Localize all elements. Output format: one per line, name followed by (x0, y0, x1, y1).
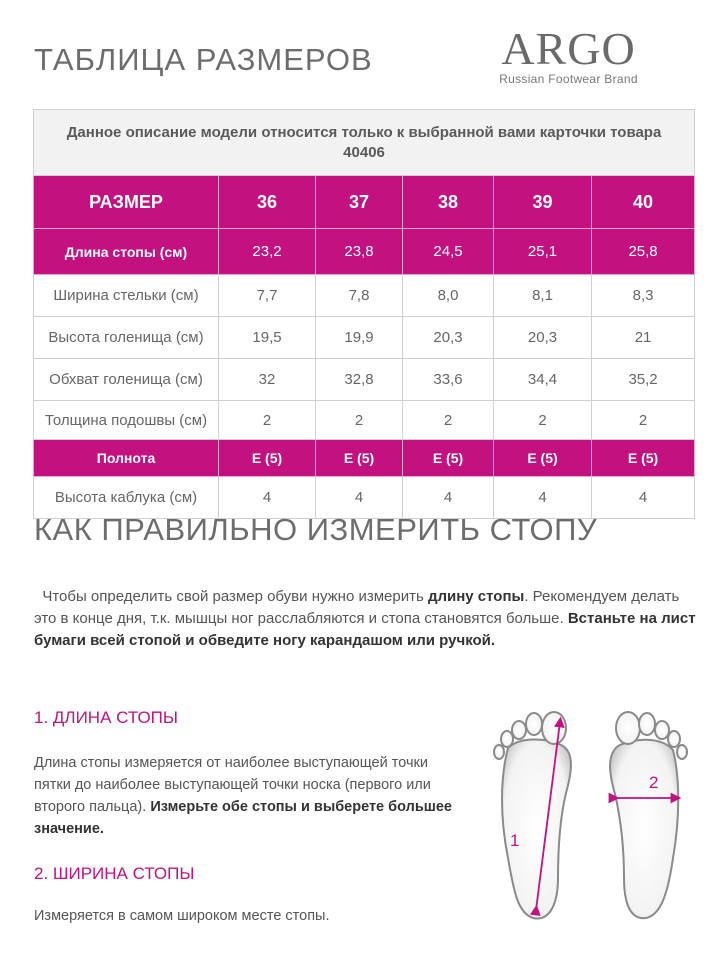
table-cell: 25,1 (494, 229, 592, 275)
step1-title: 1. ДЛИНА СТОПЫ (34, 708, 178, 727)
step1-text: Длина стопы измеряется от наиболее выступающей точки пятки до наиболее выступающей точки носка (первого или второго пальца). (34, 755, 431, 815)
table-cell: 4 (403, 477, 494, 519)
table-cell: 2 (316, 401, 403, 440)
table-row-fullness (34, 440, 695, 477)
table-cell: 7,7 (219, 275, 316, 317)
table-cell: 4 (316, 477, 403, 519)
table-cell: 21 (592, 317, 695, 359)
size-table (33, 109, 695, 519)
table-row-sole-thickness (34, 401, 695, 440)
table-cell: 20,3 (403, 317, 494, 359)
intro-paragraph (34, 586, 704, 652)
table-cell: 19,9 (316, 317, 403, 359)
left-foot-icon (494, 712, 571, 919)
table-cell: 25,8 (592, 229, 695, 275)
size-36: 36 (219, 176, 316, 229)
brand-name: ARGO (501, 23, 636, 74)
row-label: Обхват голенища (см) (34, 359, 219, 401)
step1-emphasis: Измерьте обе стопы и выберете большее значение. (34, 799, 452, 837)
table-cell: 4 (592, 477, 695, 519)
table-cell: 33,6 (403, 359, 494, 401)
length-marker: 1 (510, 831, 520, 850)
intro-emphasis: длину стопы (427, 588, 525, 605)
intro-text: . Рекомендуем делать это в конце дня, т.к. мышцы ног расслабляются и стопа становятся больше. (34, 588, 680, 627)
table-cell: 2 (494, 401, 592, 440)
table-cell: 8,0 (403, 275, 494, 317)
brand-logo (486, 23, 651, 86)
table-cell: 8,3 (592, 275, 695, 317)
row-label: Длина стопы (см) (34, 229, 219, 275)
table-cell: 19,5 (219, 317, 316, 359)
table-row-shaft-girth (34, 359, 695, 401)
table-cell: 34,4 (494, 359, 592, 401)
table-cell: 35,2 (592, 359, 695, 401)
table-cell: 7,8 (316, 275, 403, 317)
table-cell: 2 (592, 401, 695, 440)
table-cell: 20,3 (494, 317, 592, 359)
model-notice: Данное описание модели относится только к выбранной вами карточки товара 40406 (34, 110, 695, 176)
table-cell: E (5) (494, 440, 592, 477)
right-foot-icon (610, 712, 687, 918)
row-label: Полнота (34, 440, 219, 477)
size-37: 37 (316, 176, 403, 229)
width-marker: 2 (649, 773, 659, 792)
row-label: Ширина стельки (см) (34, 275, 219, 317)
table-row-insole-width (34, 275, 695, 317)
table-cell: 23,2 (219, 229, 316, 275)
row-label: Толщина подошвы (см) (34, 401, 219, 440)
feet-illustration (478, 708, 698, 938)
table-cell: E (5) (316, 440, 403, 477)
size-header-row (34, 176, 695, 229)
intro-instruction: Встаньте на лист бумаги всей стопой и обведите ногу карандашом или ручкой. (34, 610, 696, 649)
step2-title: 2. ШИРИНА СТОПЫ (34, 864, 195, 883)
table-row-foot-length (34, 229, 695, 275)
table-cell: 2 (403, 401, 494, 440)
intro-text: Чтобы определить свой размер обуви нужно измерить (34, 588, 428, 605)
size-39: 39 (494, 176, 592, 229)
section-title: КАК ПРАВИЛЬНО ИЗМЕРИТЬ СТОПУ (34, 512, 598, 547)
table-cell: 2 (219, 401, 316, 440)
table-cell: 24,5 (403, 229, 494, 275)
table-cell: E (5) (592, 440, 695, 477)
brand-tagline: Russian Footwear Brand (499, 72, 638, 86)
table-cell: E (5) (403, 440, 494, 477)
size-40: 40 (592, 176, 695, 229)
table-cell: 32,8 (316, 359, 403, 401)
row-label: Высота каблука (см) (34, 477, 219, 519)
step2-text: Измеряется в самом широком месте стопы. (34, 908, 330, 924)
table-cell: 32 (219, 359, 316, 401)
table-cell: 8,1 (494, 275, 592, 317)
table-row-shaft-height (34, 317, 695, 359)
table-cell: 4 (494, 477, 592, 519)
step1-paragraph (34, 752, 454, 840)
page-title: ТАБЛИЦА РАЗМЕРОВ (34, 42, 373, 77)
size-38: 38 (403, 176, 494, 229)
row-label: Высота голенища (см) (34, 317, 219, 359)
table-cell: 23,8 (316, 229, 403, 275)
table-cell: 4 (219, 477, 316, 519)
table-cell: E (5) (219, 440, 316, 477)
size-label: РАЗМЕР (34, 176, 219, 229)
